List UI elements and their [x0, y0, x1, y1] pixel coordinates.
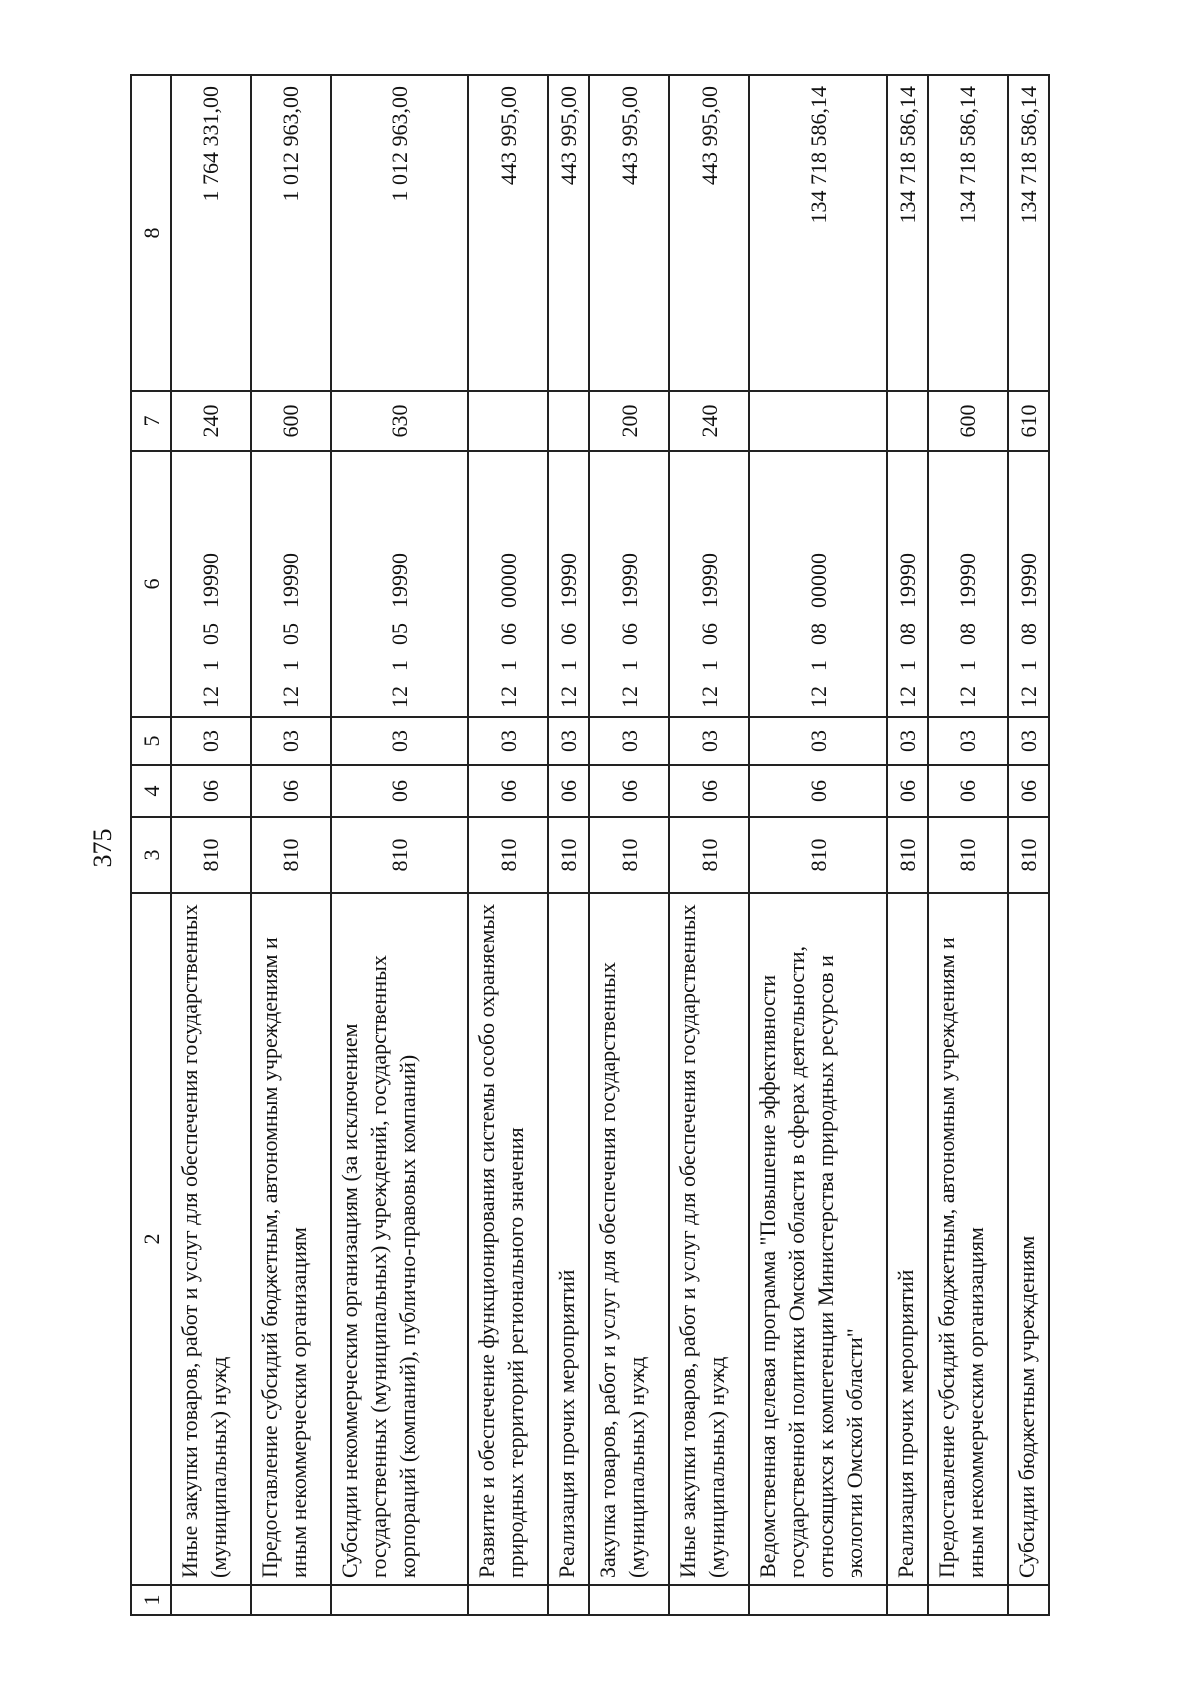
- row-number-cell: [749, 1585, 887, 1615]
- section-code-cell: 06: [331, 765, 469, 817]
- section-code-cell: 06: [171, 765, 251, 817]
- table-row: [468, 75, 548, 1615]
- target-article-code-cell: 12 1 08 00000: [749, 451, 887, 717]
- expense-type-code-cell: 240: [669, 391, 749, 451]
- ministry-code-cell: 810: [928, 817, 1008, 893]
- target-article-code-cell: 12 1 05 19990: [171, 451, 251, 717]
- column-header: 5: [131, 717, 171, 765]
- target-article-code-cell: 12 1 06 19990: [589, 451, 669, 717]
- expense-type-code-cell: [749, 391, 887, 451]
- table-row: [171, 75, 251, 1615]
- row-number-cell: [669, 1585, 749, 1615]
- row-number-cell: [171, 1585, 251, 1615]
- table-row: [928, 75, 1008, 1615]
- expense-name-cell: Ведомственная целевая программа "Повышение эффективности государственной политики Омской области в сферах деятельности, относящихся к компетенции Министерства природных ресурсов и экологии Омской области": [749, 893, 887, 1585]
- ministry-code-cell: 810: [171, 817, 251, 893]
- expense-name-cell: Развитие и обеспечение функционирования системы особо охраняемых природных территорий регионального значения: [468, 893, 548, 1585]
- expense-type-code-cell: 200: [589, 391, 669, 451]
- section-code-cell: 06: [548, 765, 589, 817]
- table-row: [1008, 75, 1049, 1615]
- table-row: [749, 75, 887, 1615]
- subsection-code-cell: 03: [589, 717, 669, 765]
- expense-type-code-cell: [548, 391, 589, 451]
- amount-cell: 443 995,00: [548, 75, 589, 391]
- column-header: 8: [131, 75, 171, 391]
- subsection-code-cell: 03: [468, 717, 548, 765]
- subsection-code-cell: 03: [171, 717, 251, 765]
- row-number-cell: [887, 1585, 928, 1615]
- row-number-cell: [331, 1585, 469, 1615]
- column-header: 7: [131, 391, 171, 451]
- section-code-cell: 06: [749, 765, 887, 817]
- expense-type-code-cell: 610: [1008, 391, 1049, 451]
- column-header: 4: [131, 765, 171, 817]
- table-row: [669, 75, 749, 1615]
- ministry-code-cell: 810: [251, 817, 331, 893]
- ministry-code-cell: 810: [331, 817, 469, 893]
- ministry-code-cell: 810: [887, 817, 928, 893]
- target-article-code-cell: 12 1 08 19990: [887, 451, 928, 717]
- subsection-code-cell: 03: [749, 717, 887, 765]
- column-header: 2: [131, 893, 171, 1585]
- target-article-code-cell: 12 1 06 19990: [548, 451, 589, 717]
- section-code-cell: 06: [589, 765, 669, 817]
- table-row: [589, 75, 669, 1615]
- amount-cell: 134 718 586,14: [887, 75, 928, 391]
- target-article-code-cell: 12 1 08 19990: [928, 451, 1008, 717]
- expense-type-code-cell: [887, 391, 928, 451]
- expense-name-cell: Предоставление субсидий бюджетным, автономным учреждениям и иным некоммерческим организациям: [928, 893, 1008, 1585]
- expense-name-cell: Закупка товаров, работ и услуг для обеспечения государственных (муниципальных) нужд: [589, 893, 669, 1585]
- amount-cell: 134 718 586,14: [1008, 75, 1049, 391]
- target-article-code-cell: 12 1 05 19990: [331, 451, 469, 717]
- table-row: [331, 75, 469, 1615]
- subsection-code-cell: 03: [669, 717, 749, 765]
- expense-name-cell: Реализация прочих мероприятий: [887, 893, 928, 1585]
- ministry-code-cell: 810: [548, 817, 589, 893]
- amount-cell: 1 764 331,00: [171, 75, 251, 391]
- row-number-cell: [928, 1585, 1008, 1615]
- subsection-code-cell: 03: [251, 717, 331, 765]
- target-article-code-cell: 12 1 08 19990: [1008, 451, 1049, 717]
- expense-name-cell: Субсидии бюджетным учреждениям: [1008, 893, 1049, 1585]
- subsection-code-cell: 03: [1008, 717, 1049, 765]
- row-number-cell: [468, 1585, 548, 1615]
- header-row: [131, 75, 171, 1615]
- amount-cell: 1 012 963,00: [331, 75, 469, 391]
- expense-name-cell: Субсидии некоммерческим организациям (за исключением государственных (муниципальных) учреждений, государственных корпораций (компаний), публично-правовых компаний): [331, 893, 469, 1585]
- expense-name-cell: Предоставление субсидий бюджетным, автономным учреждениям и иным некоммерческим организациям: [251, 893, 331, 1585]
- ministry-code-cell: 810: [468, 817, 548, 893]
- column-header: 3: [131, 817, 171, 893]
- column-header: 6: [131, 451, 171, 717]
- amount-cell: 443 995,00: [669, 75, 749, 391]
- row-number-cell: [589, 1585, 669, 1615]
- target-article-code-cell: 12 1 05 19990: [251, 451, 331, 717]
- subsection-code-cell: 03: [331, 717, 469, 765]
- subsection-code-cell: 03: [928, 717, 1008, 765]
- amount-cell: 443 995,00: [589, 75, 669, 391]
- section-code-cell: 06: [669, 765, 749, 817]
- section-code-cell: 06: [928, 765, 1008, 817]
- expense-name-cell: Реализация прочих мероприятий: [548, 893, 589, 1585]
- rotated-table-container: [130, 76, 1050, 1616]
- page-number: 375: [88, 828, 117, 868]
- row-number-cell: [1008, 1585, 1049, 1615]
- expense-type-code-cell: 630: [331, 391, 469, 451]
- section-code-cell: 06: [251, 765, 331, 817]
- ministry-code-cell: 810: [669, 817, 749, 893]
- amount-cell: 134 718 586,14: [749, 75, 887, 391]
- expense-type-code-cell: [468, 391, 548, 451]
- row-number-cell: [548, 1585, 589, 1615]
- table-row: [251, 75, 331, 1615]
- row-number-cell: [251, 1585, 331, 1615]
- ministry-code-cell: 810: [589, 817, 669, 893]
- subsection-code-cell: 03: [887, 717, 928, 765]
- expense-name-cell: Иные закупки товаров, работ и услуг для обеспечения государственных (муниципальных) нужд: [171, 893, 251, 1585]
- amount-cell: 1 012 963,00: [251, 75, 331, 391]
- ministry-code-cell: 810: [749, 817, 887, 893]
- section-code-cell: 06: [468, 765, 548, 817]
- expense-type-code-cell: 240: [171, 391, 251, 451]
- expense-type-code-cell: 600: [251, 391, 331, 451]
- amount-cell: 134 718 586,14: [928, 75, 1008, 391]
- column-header: 1: [131, 1585, 171, 1615]
- ministry-code-cell: 810: [1008, 817, 1049, 893]
- expense-name-cell: Иные закупки товаров, работ и услуг для обеспечения государственных (муниципальных) нужд: [669, 893, 749, 1585]
- table-row: [887, 75, 928, 1615]
- budget-table: [130, 74, 1050, 1616]
- section-code-cell: 06: [887, 765, 928, 817]
- subsection-code-cell: 03: [548, 717, 589, 765]
- expense-type-code-cell: 600: [928, 391, 1008, 451]
- target-article-code-cell: 12 1 06 00000: [468, 451, 548, 717]
- target-article-code-cell: 12 1 06 19990: [669, 451, 749, 717]
- section-code-cell: 06: [1008, 765, 1049, 817]
- amount-cell: 443 995,00: [468, 75, 548, 391]
- table-row: [548, 75, 589, 1615]
